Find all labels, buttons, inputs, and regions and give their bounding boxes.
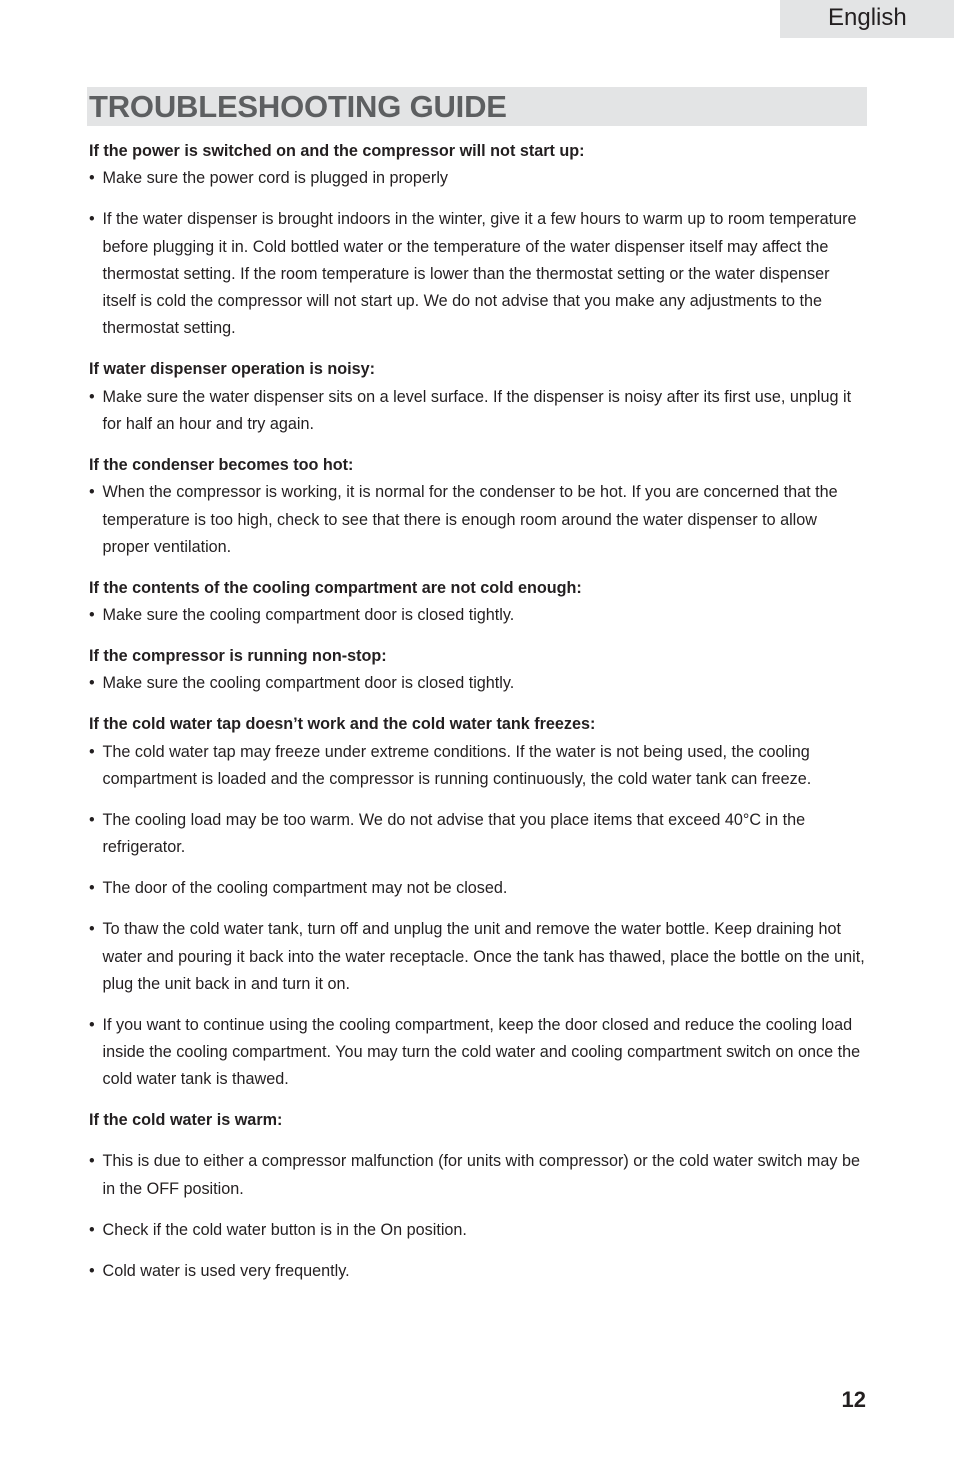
bullet-icon: • [89,387,95,406]
list-item [89,206,867,342]
section-heading: If the contents of the cooling compartment are not cold enough: [89,578,582,597]
language-tab: English [780,0,954,38]
list-item [89,916,867,998]
list-item [89,1012,867,1094]
bullet-icon: • [89,742,95,761]
list-item-text: Make sure the power cord is plugged in properly [102,169,449,188]
list-item-text: This is due to either a compressor malfunction (for units with compressor) or the cold water switch may be in the OFF position. [102,1152,861,1198]
title-bar [87,87,867,126]
list-item-text: Make sure the water dispenser sits on a level surface. If the dispenser is noisy after its first use, unplug it for half an hour and try again. [102,387,852,434]
bullet-icon: • [89,606,95,625]
bullet-icon: • [89,210,95,229]
list-item [89,165,867,192]
bullet-icon: • [89,811,95,830]
list-item-text: Cold water is used very frequently. [102,1261,350,1280]
section-not-cold-enough [89,575,867,630]
bullet-icon: • [89,1220,95,1239]
bullet-icon: • [89,1015,95,1034]
list-item-text: When the compressor is working, it is normal for the condenser to be hot. If you are concerned that the temperature is too high, check to see that there is enough room around the water dispenser to allow proper ventilation. [102,483,838,556]
section-heading: If the power is switched on and the compressor will not start up: [89,142,585,160]
section-cold-water-warm [89,1107,867,1285]
section-noisy-operation [89,356,867,438]
bullet-icon: • [89,920,95,939]
list-item-text: If the water dispenser is brought indoors in the winter, give it a few hours to warm up to room temperature before plugging it in. Cold bottled water or the temperature of the water dispenser itself may affect the thermostat setting. If the room temperature is lower than the thermostat setting or the water dispenser itself is cold the compressor will not start up. We do not advise that you make any adjustments to the thermostat setting. [102,210,857,338]
section-heading: If the cold water is warm: [89,1111,283,1130]
list-item [89,1148,867,1203]
bullet-icon: • [89,483,95,502]
list-item-text: Make sure the cooling compartment door is closed tightly. [102,606,515,625]
section-cold-tap-freezes [89,711,867,1093]
bullet-icon: • [89,879,95,898]
troubleshooting-content [89,138,867,1299]
section-compressor-not-starting [89,138,867,343]
section-heading: If the compressor is running non-stop: [89,647,387,666]
list-item-text: The cooling load may be too warm. We do not advise that you place items that exceed 40°C in the refrigerator. [102,811,806,857]
bullet-icon: • [89,1261,95,1280]
section-compressor-non-stop [89,643,867,698]
list-item [89,479,867,561]
list-item-text: The cold water tap may freeze under extreme conditions. If the water is not being used, the cooling compartment is loaded and the compressor is running continuously, the cold water tank can freeze. [102,742,812,789]
list-item-text: Check if the cold water button is in the On position. [102,1220,467,1239]
bullet-icon: • [89,169,95,188]
section-heading: If the cold water tap doesn’t work and the cold water tank freezes: [89,715,596,734]
section-heading: If water dispenser operation is noisy: [89,360,376,379]
list-item-text: If you want to continue using the cooling compartment, keep the door closed and reduce the cooling load inside the cooling compartment. You may turn the cold water and cooling compartment switch on once the cold water tank is thawed. [102,1015,861,1089]
list-item [89,807,867,862]
list-item [89,739,867,794]
list-item [89,1258,867,1285]
list-item [89,875,867,902]
list-item [89,602,867,629]
bullet-icon: • [89,674,95,693]
section-heading: If the condenser becomes too hot: [89,456,354,475]
section-condenser-too-hot [89,452,867,561]
page-title: TROUBLESHOOTING GUIDE [89,89,507,124]
list-item-text: The door of the cooling compartment may not be closed. [102,879,508,898]
list-item [89,384,867,439]
list-item [89,1217,867,1244]
list-item-text: Make sure the cooling compartment door is closed tightly. [102,674,515,693]
bullet-icon: • [89,1152,95,1171]
page-number: 12 [841,1387,866,1412]
list-item-text: To thaw the cold water tank, turn off and unplug the unit and remove the water bottle. Keep draining hot water and pouring it back into the water receptacle. Once the tank has thawed, place the bottle on the unit, plug the unit back in and turn it on. [102,920,865,993]
list-item [89,670,867,697]
